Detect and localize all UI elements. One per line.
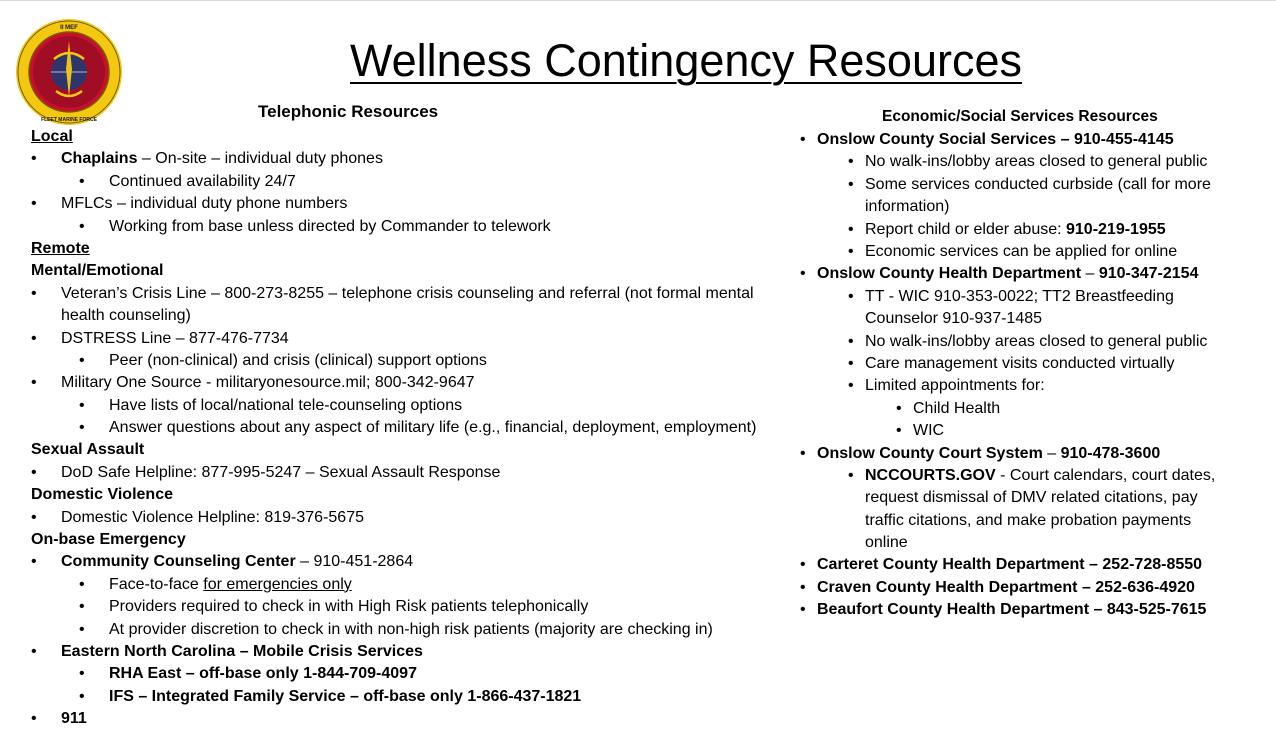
ocss-report-abuse: Report child or elder abuse: — [865, 220, 1066, 238]
nccourts-detail: - Court calendars, court dates, request dismissal of DMV related citations, pay traffic citations, and make probation payments online — [865, 466, 1216, 552]
mental-emotional-label: Mental/Emotional — [31, 262, 164, 280]
military-one-source: Military One Source - militaryonesource.mil; 800-342-9647 — [61, 374, 475, 392]
ochd-dash: – — [1081, 265, 1099, 283]
bullet: • — [848, 242, 854, 260]
carteret-health-dept: Carteret County Health Department – 252-728-8550 — [817, 556, 1203, 574]
bullet: • — [79, 665, 85, 683]
mobile-crisis-services: Eastern North Carolina – Mobile Crisis Services — [61, 642, 423, 660]
bullet: • — [79, 575, 85, 593]
bullet: • — [31, 463, 37, 481]
ochd-child-health: Child Health — [913, 399, 1001, 417]
bullet: • — [31, 508, 37, 526]
chaplains-detail: – On-site – individual duty phones — [137, 150, 383, 168]
svg-text:FLEET MARINE FORCE: FLEET MARINE FORCE — [41, 117, 97, 123]
bullet: • — [79, 687, 85, 705]
ocss-economic-online: Economic services can be applied for online — [865, 242, 1178, 260]
chaplains-label: Chaplains — [61, 150, 138, 168]
bullet: • — [31, 150, 37, 168]
mflcs-telework: Working from base unless directed by Commander to telework — [109, 217, 551, 235]
bullet: • — [848, 153, 854, 171]
list-item — [31, 417, 757, 439]
list-item — [31, 708, 186, 730]
ochd-limited-appointments: Limited appointments for: — [865, 377, 1045, 395]
veterans-crisis-line: Veteran’s Crisis Line – 800-273-8255 – telephone crisis counseling and referral (not formal mental — [61, 284, 754, 302]
ochd-wic-appointments: WIC — [913, 422, 945, 440]
bullet: • — [848, 354, 854, 372]
list-item — [31, 596, 589, 618]
bullet: • — [31, 553, 37, 571]
bullet: • — [800, 131, 806, 148]
sexual-assault-label: Sexual Assault — [31, 441, 145, 459]
bullet: • — [848, 332, 854, 350]
top-border — [0, 0, 1276, 1]
dod-safe-helpline: DoD Safe Helpline: 877-995-5247 – Sexual Assault Response — [61, 463, 501, 481]
bullet: • — [31, 374, 37, 392]
domestic-violence-helpline: Domestic Violence Helpline: 819-376-5675 — [61, 508, 364, 526]
mos-tele-counseling: Have lists of local/national tele-counseling options — [109, 396, 463, 414]
ccc-label: Community Counseling Center — [61, 553, 296, 571]
ocss-abuse-phone: 910-219-1955 — [1066, 220, 1166, 238]
mflcs-item: MFLCs – individual duty phone numbers — [61, 195, 348, 213]
bullet: • — [31, 642, 37, 660]
onslow-social-services: Onslow County Social Services – 910-455-4145 — [817, 131, 1174, 148]
list-item — [31, 350, 487, 372]
bullet: • — [800, 601, 806, 619]
veterans-crisis-line-cont: health counseling) — [61, 307, 191, 325]
ocss-curbside: Some services conducted curbside (call for more information) — [865, 175, 1211, 216]
list-item — [31, 663, 417, 685]
dstress-support: Peer (non-clinical) and crisis (clinical) support options — [109, 351, 487, 369]
rha-east: RHA East – off-base only 1-844-709-4097 — [109, 665, 417, 683]
ochd-wic: TT - WIC 910-353-0022; TT2 Breastfeeding Counselor 910-937-1485 — [865, 287, 1174, 328]
bullet: • — [79, 598, 85, 616]
onslow-health-dept: Onslow County Health Department — [817, 265, 1082, 283]
list-item — [31, 507, 364, 529]
ccc-discretion: At provider discretion to check in with non-high risk patients (majority are checking in) — [109, 620, 713, 638]
bullet: • — [800, 265, 806, 283]
craven-health-dept: Craven County Health Department – 252-636-4920 — [817, 578, 1195, 596]
bullet: • — [848, 377, 854, 395]
ochd-care-management: Care management visits conducted virtually — [865, 354, 1175, 372]
on-base-emergency-label: On-base Emergency — [31, 531, 186, 549]
bullet: • — [79, 351, 85, 369]
ocss-no-walk-ins: No walk-ins/lobby areas closed to general public — [865, 153, 1208, 171]
list-item — [31, 283, 754, 305]
marine-corps-seal-logo — [14, 17, 124, 127]
list-item — [31, 372, 475, 394]
telephonic-resources-list — [31, 126, 757, 731]
list-item — [31, 148, 383, 170]
list-item — [31, 686, 582, 708]
telephonic-resources-heading: Telephonic Resources — [258, 102, 439, 121]
bullet: • — [800, 556, 806, 574]
list-item — [31, 641, 423, 663]
dstress-line: DSTRESS Line – 877-476-7734 — [61, 329, 289, 347]
domestic-violence-label: Domestic Violence — [31, 486, 173, 504]
nccourts-link: NCCOURTS.GOV — [865, 466, 996, 484]
bullet: • — [31, 284, 37, 302]
ccc-emergencies-only: for emergencies only — [203, 575, 352, 593]
list-item — [31, 216, 551, 238]
ccc-high-risk: Providers required to check in with High Risk patients telephonically — [109, 598, 589, 616]
remote-label: Remote — [31, 239, 90, 257]
ochd-no-walk-ins: No walk-ins/lobby areas closed to general public — [865, 332, 1208, 350]
bullet: • — [848, 287, 854, 305]
bullet: • — [79, 217, 85, 235]
bullet: • — [79, 396, 85, 414]
bullet: • — [79, 172, 85, 190]
economic-social-heading: Economic/Social Services Resources — [882, 108, 1158, 125]
bullet: • — [31, 710, 37, 728]
beaufort-health-dept: Beaufort County Health Department – 843-525-7615 — [817, 601, 1207, 619]
onslow-court-system: Onslow County Court System — [817, 444, 1043, 462]
emergency-911: 911 — [61, 710, 87, 728]
bullet: • — [848, 220, 854, 238]
list-item — [31, 619, 713, 641]
bullet: • — [79, 620, 85, 638]
occs-phone: 910-478-3600 — [1060, 444, 1161, 462]
list-item — [31, 193, 348, 215]
ccc-face-to-face: Face-to-face — [109, 575, 204, 593]
list-item — [31, 574, 352, 596]
bullet: • — [31, 195, 37, 213]
list-item — [31, 328, 289, 350]
mos-questions: Answer questions about any aspect of military life (e.g., financial, deployment, employment) — [109, 419, 757, 437]
ccc-phone: – 910-451-2864 — [295, 553, 414, 571]
list-item — [31, 551, 414, 573]
bullet: • — [800, 578, 806, 596]
list-item — [31, 395, 463, 417]
bullet: • — [79, 419, 85, 437]
bullet: • — [896, 399, 902, 417]
svg-text:II MEF: II MEF — [60, 25, 78, 31]
list-item — [31, 171, 296, 193]
occs-dash: – — [1042, 444, 1061, 462]
bullet: • — [896, 422, 902, 440]
ochd-phone: 910-347-2154 — [1098, 265, 1199, 283]
bullet: • — [800, 444, 806, 462]
bullet: • — [848, 175, 854, 193]
list-item — [31, 462, 501, 484]
bullet: • — [31, 329, 37, 347]
page-title: Wellness Contingency Resources — [350, 35, 1022, 86]
list-item-continuation — [31, 305, 191, 327]
ifs-integrated-family: IFS – Integrated Family Service – off-base only 1-866-437-1821 — [109, 687, 582, 705]
bullet: • — [848, 466, 854, 484]
chaplains-availability: Continued availability 24/7 — [109, 172, 296, 190]
local-label: Local — [31, 128, 73, 145]
